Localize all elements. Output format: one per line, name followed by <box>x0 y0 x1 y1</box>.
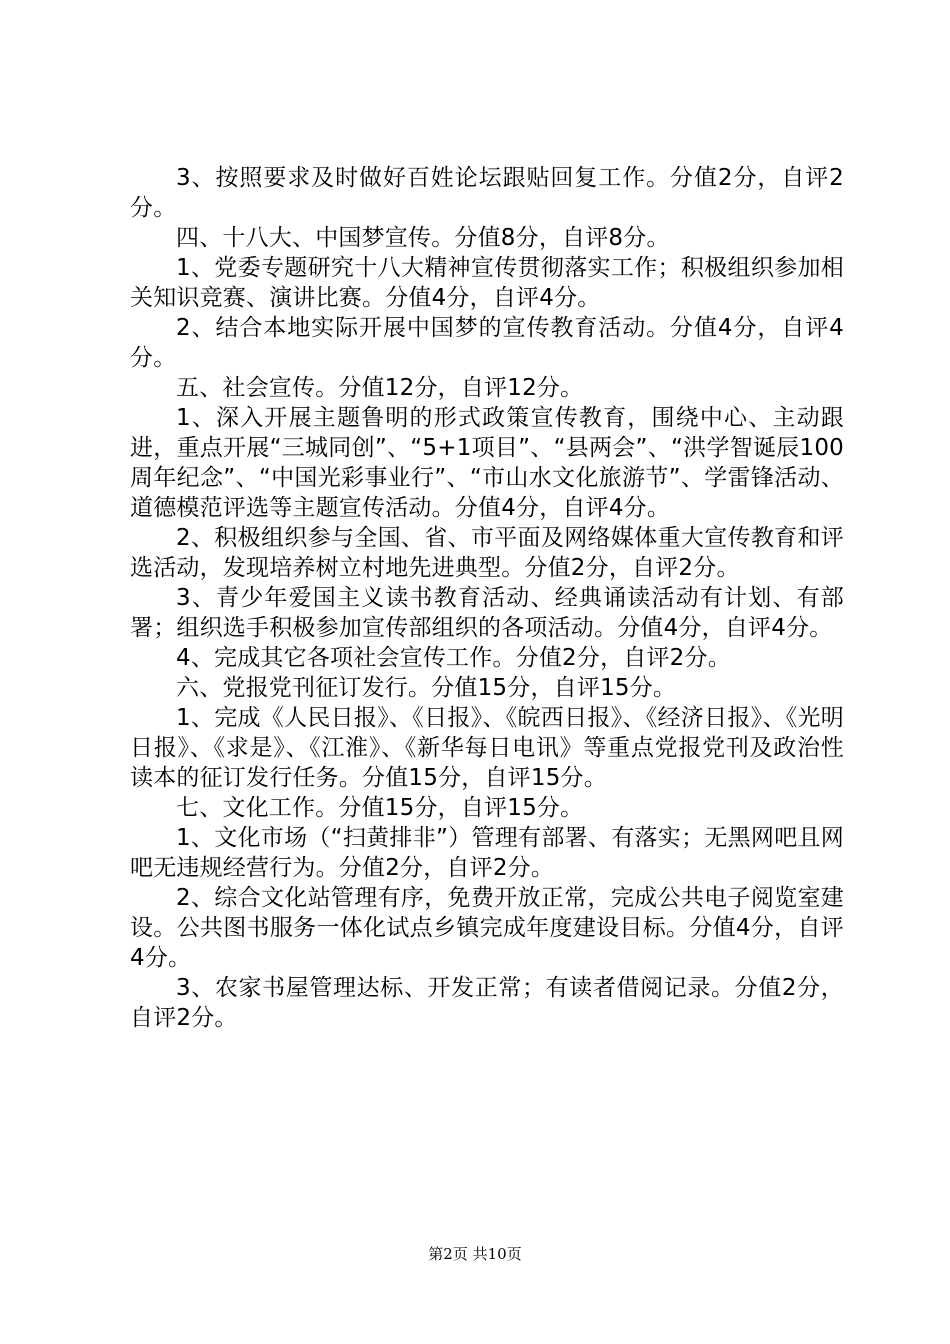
paragraph: 1、完成《人民日报》、《日报》、《皖西日报》、《经济日报》、《光明日报》、《求是》、《江淮》、《新华每日电讯》等重点党报党刊及政治性读本的征订发行任务。分值15分，自评15分。 <box>130 705 844 791</box>
section-heading: 六、党报党刊征订发行。分值15分，自评15分。 <box>176 675 677 701</box>
paragraph: 3、青少年爱国主义读书教育活动、经典诵读活动有计划、有部署；组织选手积极参加宣传部组织的各项活动。分值4分，自评4分。 <box>130 585 844 641</box>
paragraph: 1、深入开展主题鲁明的形式政策宣传教育，围绕中心、主动跟进，重点开展“三城同创”、“5+1项目”、“县两会”、“洪学智诞辰100周年纪念”、“中国光彩事业行”、“市山水文化旅游节”、学雷锋活动、道德模范评选等主题宣传活动。分值4分，自评4分。 <box>130 405 844 521</box>
section-heading: 七、文化工作。分值15分，自评15分。 <box>176 795 584 821</box>
paragraph: 3、农家书屋管理达标、开发正常；有读者借阅记录。分值2分，自评2分。 <box>130 975 844 1031</box>
paragraph: 2、结合本地实际开展中国梦的宣传教育活动。分值4分，自评4分。 <box>130 315 844 371</box>
section-heading: 四、十八大、中国梦宣传。分值8分，自评8分。 <box>176 225 670 251</box>
section-heading: 五、社会宣传。分值12分，自评12分。 <box>176 375 584 401</box>
paragraph: 1、文化市场（“扫黄排非”）管理有部署、有落实；无黑网吧且网吧无违规经营行为。分值2分，自评2分。 <box>130 825 844 881</box>
paragraph: 1、党委专题研究十八大精神宣传贯彻落实工作；积极组织参加相关知识竞赛、演讲比赛。分值4分，自评4分。 <box>130 255 844 311</box>
paragraph: 2、积极组织参与全国、省、市平面及网络媒体重大宣传教育和评选活动，发现培养树立村地先进典型。分值2分，自评2分。 <box>130 525 844 581</box>
paragraph: 2、综合文化站管理有序，免费开放正常，完成公共电子阅览室建设。公共图书服务一体化试点乡镇完成年度建设目标。分值4分，自评4分。 <box>130 885 844 971</box>
document-body <box>130 163 844 1033</box>
paragraph: 4、完成其它各项社会宣传工作。分值2分，自评2分。 <box>176 645 731 671</box>
page-number-footer: 第2页 共10页 <box>428 1245 522 1263</box>
paragraph: 3、按照要求及时做好百姓论坛跟贴回复工作。分值2分，自评2分。 <box>130 165 844 221</box>
